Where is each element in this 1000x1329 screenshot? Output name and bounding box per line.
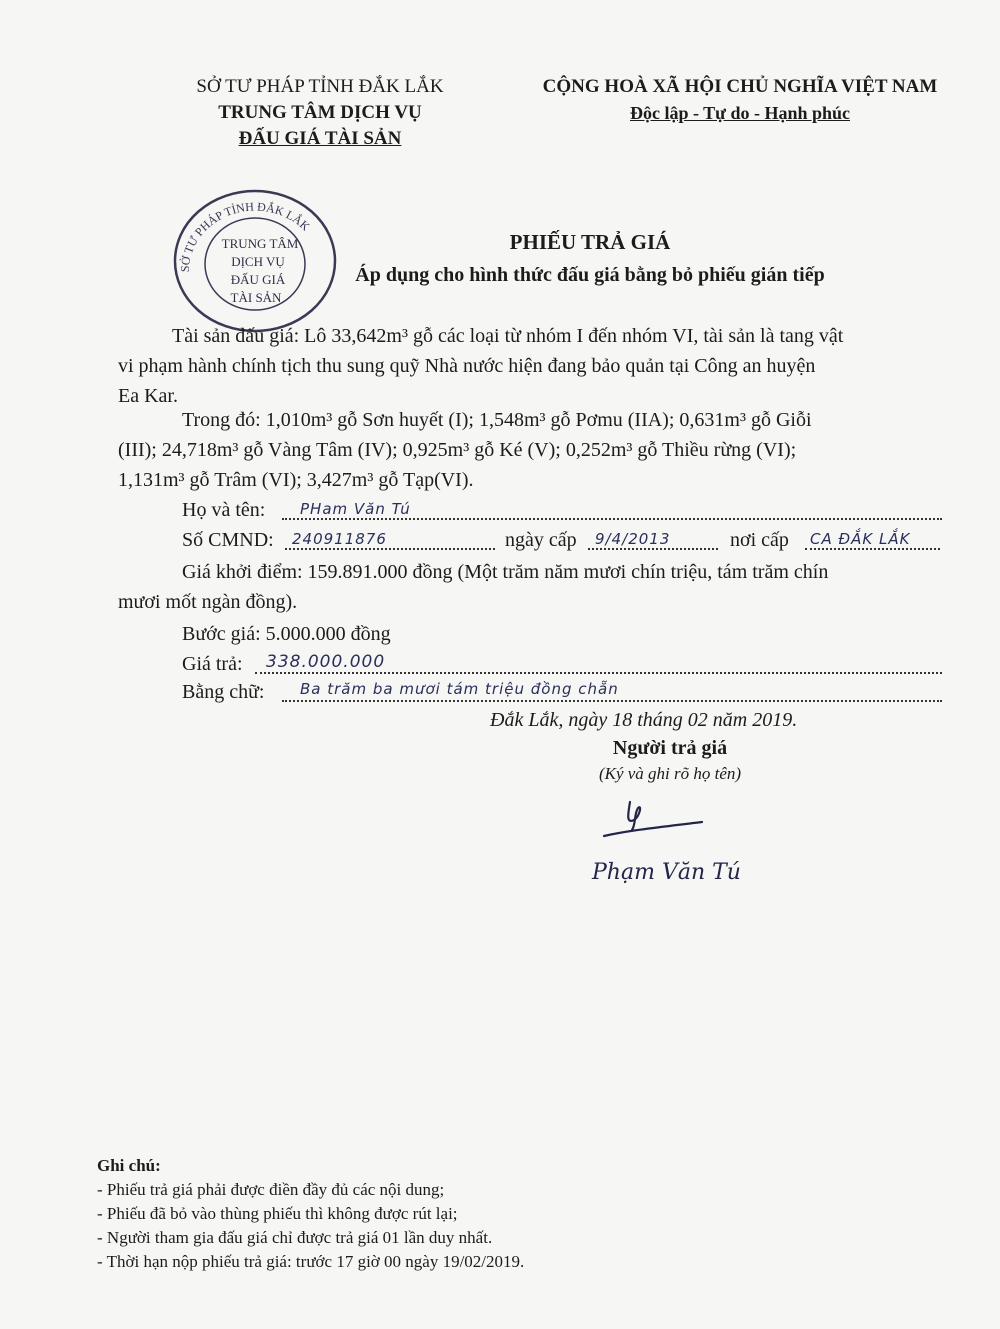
stamp-line-4: TÀI SẢN bbox=[230, 290, 282, 305]
price-step: Bước giá: 5.000.000 đồng bbox=[182, 623, 391, 645]
issuer-department: SỞ TƯ PHÁP TỈNH ĐẮK LẮK bbox=[196, 76, 444, 97]
issue-date-label: ngày cấp bbox=[505, 529, 577, 551]
national-motto: Độc lập - Tự do - Hạnh phúc bbox=[629, 103, 851, 123]
signed-name: Phạm Văn Tú bbox=[592, 860, 741, 885]
issuer-center: TRUNG TÂM DỊCH VỤ bbox=[218, 102, 422, 123]
place-and-date: Đắk Lắk, ngày 18 tháng 02 năm 2019. bbox=[490, 709, 798, 731]
note-item-4: - Thời hạn nộp phiếu trả giá: trước 17 giờ 00 ngày 19/02/2019. bbox=[97, 1252, 525, 1271]
stamp-line-2: DỊCH VỤ bbox=[231, 254, 285, 269]
name-value: PHam Văn Tú bbox=[300, 500, 411, 518]
id-value: 240911876 bbox=[292, 530, 387, 548]
issuer-center-sub: ĐẤU GIÁ TÀI SẢN bbox=[238, 128, 402, 149]
bid-words-value: Ba trăm ba mươi tám triệu đồng chẵn bbox=[300, 680, 619, 698]
form-subtitle: Áp dụng cho hình thức đấu giá bằng bỏ phiếu gián tiếp bbox=[355, 264, 825, 286]
name-dotted-line bbox=[282, 518, 942, 520]
national-header bbox=[520, 74, 960, 126]
asset-line-1: Tài sản đấu giá: Lô 33,642m³ gỗ các loại từ nhóm I đến nhóm VI, tài sản là tang vật bbox=[172, 325, 844, 347]
asset-detail-3: 1,131m³ gỗ Trâm (VI); 3,427m³ gỗ Tạp(VI). bbox=[118, 469, 474, 491]
bid-words-label: Bằng chữ: bbox=[182, 681, 265, 703]
asset-detail-1: Trong đó: 1,010m³ gỗ Sơn huyết (I); 1,548m³ gỗ Pơmu (IIA); 0,631m³ gỗ Giỗi bbox=[182, 409, 812, 431]
asset-detail-2: (III); 24,718m³ gỗ Vàng Tâm (IV); 0,925m³ gỗ Ké (V); 0,252m³ gỗ Thiều rừng (VI); bbox=[118, 439, 797, 461]
signer-role: Người trả giá bbox=[612, 737, 728, 759]
stamp-line-3: ĐẤU GIÁ bbox=[230, 272, 286, 287]
stamp-ring-text: SỞ TƯ PHÁP TỈNH ĐẮK LẮK bbox=[177, 199, 313, 273]
name-label: Họ và tên: bbox=[182, 499, 266, 521]
issue-place-value: CA ĐẮK LẮK bbox=[810, 530, 911, 548]
form-title: PHIẾU TRẢ GIÁ bbox=[509, 230, 671, 254]
id-label: Số CMND: bbox=[182, 529, 274, 551]
asset-line-3: Ea Kar. bbox=[118, 385, 178, 407]
note-item-3: - Người tham gia đấu giá chỉ được trả giá 01 lần duy nhất. bbox=[97, 1228, 493, 1247]
issue-place-label: nơi cấp bbox=[730, 529, 789, 551]
issue-place-dotted-line bbox=[805, 548, 940, 550]
issuer-header bbox=[160, 74, 480, 152]
country-name: CỘNG HOÀ XÃ HỘI CHỦ NGHĨA VIỆT NAM bbox=[542, 76, 938, 97]
signature-mark bbox=[590, 790, 720, 850]
start-price-line-1: Giá khởi điểm: 159.891.000 đồng (Một trăm năm mươi chín triệu, tám trăm chín bbox=[182, 561, 829, 583]
signer-instruction: (Ký và ghi rõ họ tên) bbox=[598, 764, 742, 783]
notes-title: Ghi chú: bbox=[97, 1156, 161, 1175]
note-item-2: - Phiếu đã bỏ vào thùng phiếu thì không được rút lại; bbox=[97, 1204, 458, 1223]
bid-words-dotted-line bbox=[282, 700, 942, 702]
official-stamp bbox=[170, 186, 340, 336]
id-dotted-line bbox=[285, 548, 495, 550]
bid-value: 338.000.000 bbox=[266, 652, 386, 672]
stamp-line-1: TRUNG TÂM bbox=[221, 236, 299, 251]
bid-dotted-line bbox=[255, 672, 942, 674]
note-item-1: - Phiếu trả giá phải được điền đầy đủ các nội dung; bbox=[97, 1180, 445, 1199]
signature-stroke bbox=[604, 802, 702, 836]
start-price-line-2: mươi mốt ngàn đồng). bbox=[118, 591, 298, 613]
issue-date-dotted-line bbox=[588, 548, 718, 550]
bid-label: Giá trả: bbox=[182, 653, 243, 675]
asset-line-2: vi phạm hành chính tịch thu sung quỹ Nhà nước hiện đang bảo quản tại Công an huyện bbox=[118, 355, 816, 377]
issue-date-value: 9/4/2013 bbox=[595, 530, 671, 548]
